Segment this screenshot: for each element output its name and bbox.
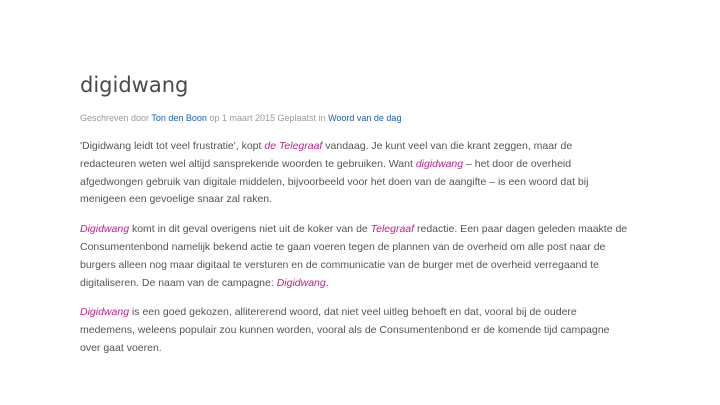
article-paragraph-2: [80, 221, 630, 292]
paragraph-text: .: [325, 276, 329, 289]
paragraph-text: vandaag. Je kunt veel van die krant zeggen, maar de redacteuren weten wel altijd sansprekende woorden te gebruiken. Want: [80, 140, 573, 170]
posted-in-label: Geplaatst in: [277, 113, 326, 123]
paragraph-text: – het door de overheid afgedwongen gebruik van digitale middelen, bijvoorbeeld voor het doen van de aangifte – is een woord dat bij menigeen een gevoelige snaar zal raken.: [80, 157, 589, 206]
article-meta: [80, 112, 630, 124]
article-title: digidwang: [80, 73, 189, 97]
article-paragraph-3: [80, 304, 630, 357]
paragraph-text: komt in dit geval overigens niet uit de koker van de: [129, 223, 371, 236]
paragraph-text: is een goed gekozen, allitererend woord, dat niet veel uitleg behoeft en dat, vooral bij de oudere medemens, weleens populair zou kunnen worden, vooral als de Consumentenbond er de komende tijd campagne over gaat voeren.: [80, 306, 610, 354]
category-link[interactable]: Woord van de dag: [328, 113, 402, 123]
emphasis-telegraaf: de Telegraaf: [264, 140, 323, 152]
written-by-label: Geschreven door: [80, 113, 150, 123]
article-paragraph-1: [80, 138, 630, 209]
paragraph-text: redactie. Een paar dagen geleden maakte de Consumentenbond namelijk bekend actie te gaan voeren tegen de plannen van de overheid om alle post naar de burgers alleen nog maar digitaal te versturen en de communicatie van de burger met de overheid verregaand te digitaliseren. De naam van de campagne:: [80, 223, 628, 289]
author-link[interactable]: Ton den Boon: [151, 113, 207, 123]
paragraph-text: 'Digidwang leidt tot veel frustratie', kopt: [80, 140, 265, 152]
emphasis-campaign-name: Digidwang: [276, 276, 326, 289]
post-date: op 1 maart 2015: [209, 113, 275, 123]
emphasis-telegraaf: Telegraaf: [370, 223, 415, 236]
emphasis-digidwang: Digidwang: [80, 223, 130, 236]
emphasis-digidwang: Digidwang: [80, 306, 130, 319]
emphasis-digidwang: digidwang: [415, 157, 464, 170]
